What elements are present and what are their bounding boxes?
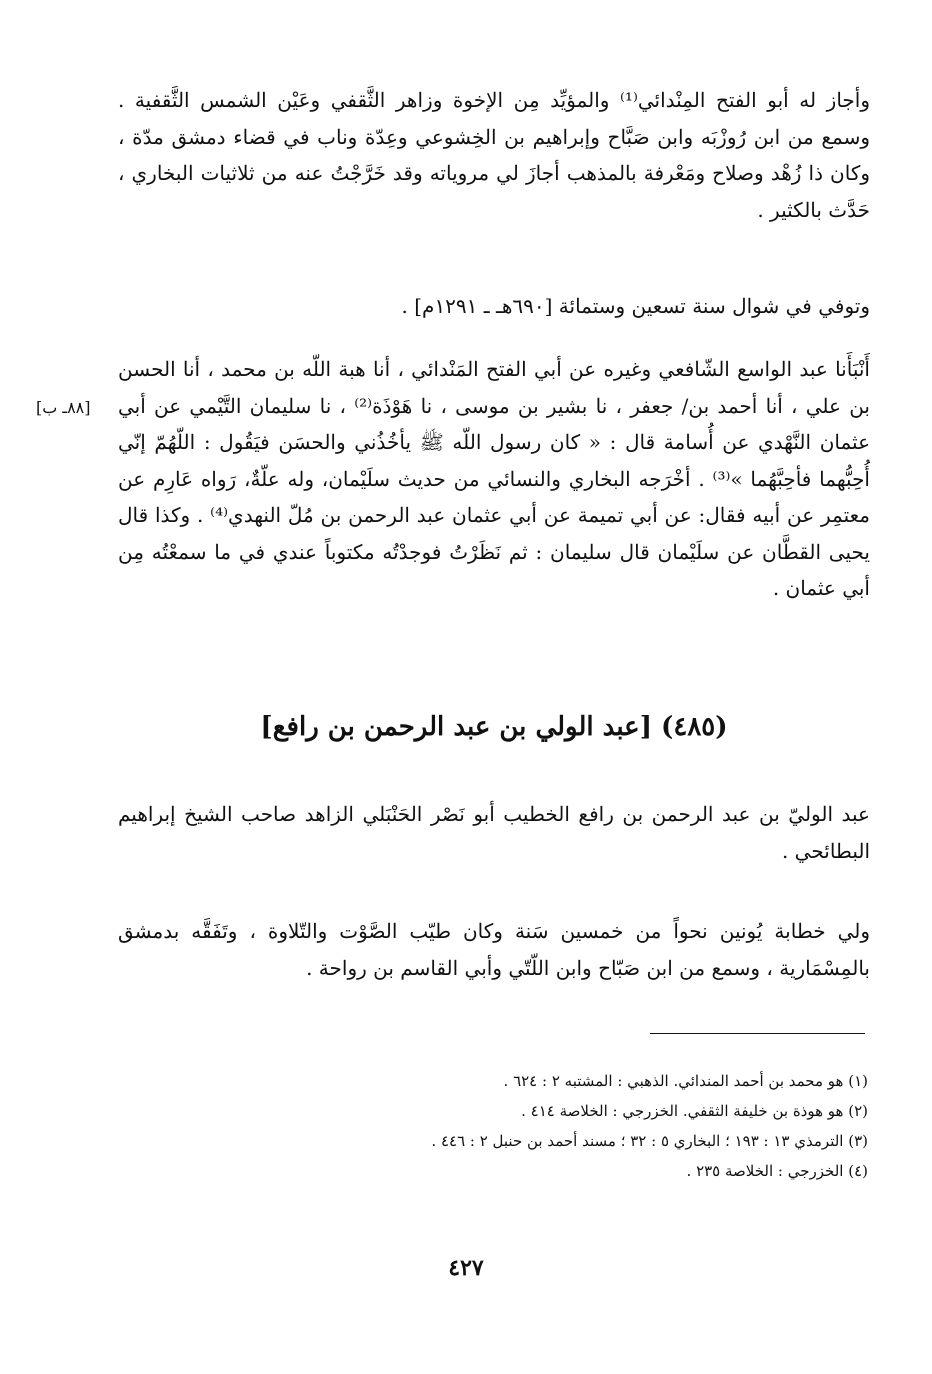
footnote-2: (٢) هو هوذة بن خليفة الثقفي. الخزرجي : الخلاصة ٤١٤ . (521, 1102, 868, 1120)
footnote-1: (١) هو محمد بن أحمد المندائي. الذهبي : المشتبه ٢ : ٦٢٤ . (503, 1072, 868, 1090)
paragraph-1: وأجاز له أبو الفتح المِنْدائي⁽¹⁾ والمؤيِّد مِن الإخوة وزاهر الثَّقفي وعَيْن الشمس الثَّقفية . وسمع من ابن رُوزْبَه وابن صَبَّاح وإبراهيم بن الخِشوعي وعِدّة وناب في قضاء دمشق مدّة ، وكان ذا زُهْد وصلاح ومَعْرفة بالمذهب أجازَ لي مروياته وقد خَرَّجْتُ عنه من ثلاثيات البخاري ، حَدَّث بالكثير . (118, 88, 870, 222)
entry-heading: (٤٨٥) [عبد الولي بن عبد الرحمن بن رافع] (260, 712, 728, 742)
page-number: ٤٢٧ (448, 1255, 484, 1281)
footnotes-list (200, 1066, 868, 1186)
paragraph-hadith-chain: أَنْبَأَنا عبد الواسع الشّافعي وغيره عن أبي الفتح المَنْدائي ، أنا هبة اللّه بن محمد ، أنا الحسن بن علي ، أنا أحمد بن/ جعفر ، نا بشير بن موسى ، نا هَوْذَة⁽²⁾ ، نا سليمان التَّيْمي عن أبي عثمان النَّهْدي عن أُسامة قال : « كان رسول اللّه ﷺ يأخُذُني والحسَن فيَقُول : اللّهُمّ إنّي أُحِبُّهما فأحِبَّهُما »⁽³⁾ . أخْرَجه البخاري والنسائي من حديث سلَيْمان، وله علّةٌ، رَواه عَارِم عن معتمِر عن أبيه فقال: عن أبي تميمة عن أبي عثمان عبد الرحمن بن مُلّ النهدي⁽⁴⁾ . وكذا قال يحيى القطَّان عن سلَيْمان قال سليمان : ثم نَظَرْتُ فوجدْتُه مكتوباً عندي في ما سمعْتُه مِن أبي عثمان . (118, 357, 870, 600)
manuscript-folio-note: [٨٨ـ ب] (36, 398, 91, 417)
paragraph-death-date: وتوفي في شوال سنة تسعين وستمائة [٦٩٠هـ ـ ١٢٩١م] . (401, 294, 870, 318)
footnote-4: (٤) الخزرجي : الخلاصة ٢٣٥ . (686, 1162, 868, 1180)
footnote-divider (650, 1033, 865, 1034)
footnote-3: (٣) الترمذي ١٣ : ١٩٣ ؛ البخاري ٥ : ٣٢ ؛ مسند أحمد بن حنبل ٢ : ٤٤٦ . (431, 1132, 868, 1150)
paragraph-career: ولي خطابة يُونين نحواً من خمسين سَنة وكان طيّب الصَّوْت والتّلاوة ، وتَفَقَّه بدمشق بالمِسْمَارية ، وسمع من ابن صَبّاح وابن اللّتّي وأبي القاسم بن رواحة . (118, 919, 870, 980)
paragraph-biography: عبد الوليّ بن عبد الرحمن بن رافع الخطيب أبو نَصْر الحَنْبَلي الزاهد صاحب الشيخ إبراهيم البطائحي . (118, 802, 870, 863)
